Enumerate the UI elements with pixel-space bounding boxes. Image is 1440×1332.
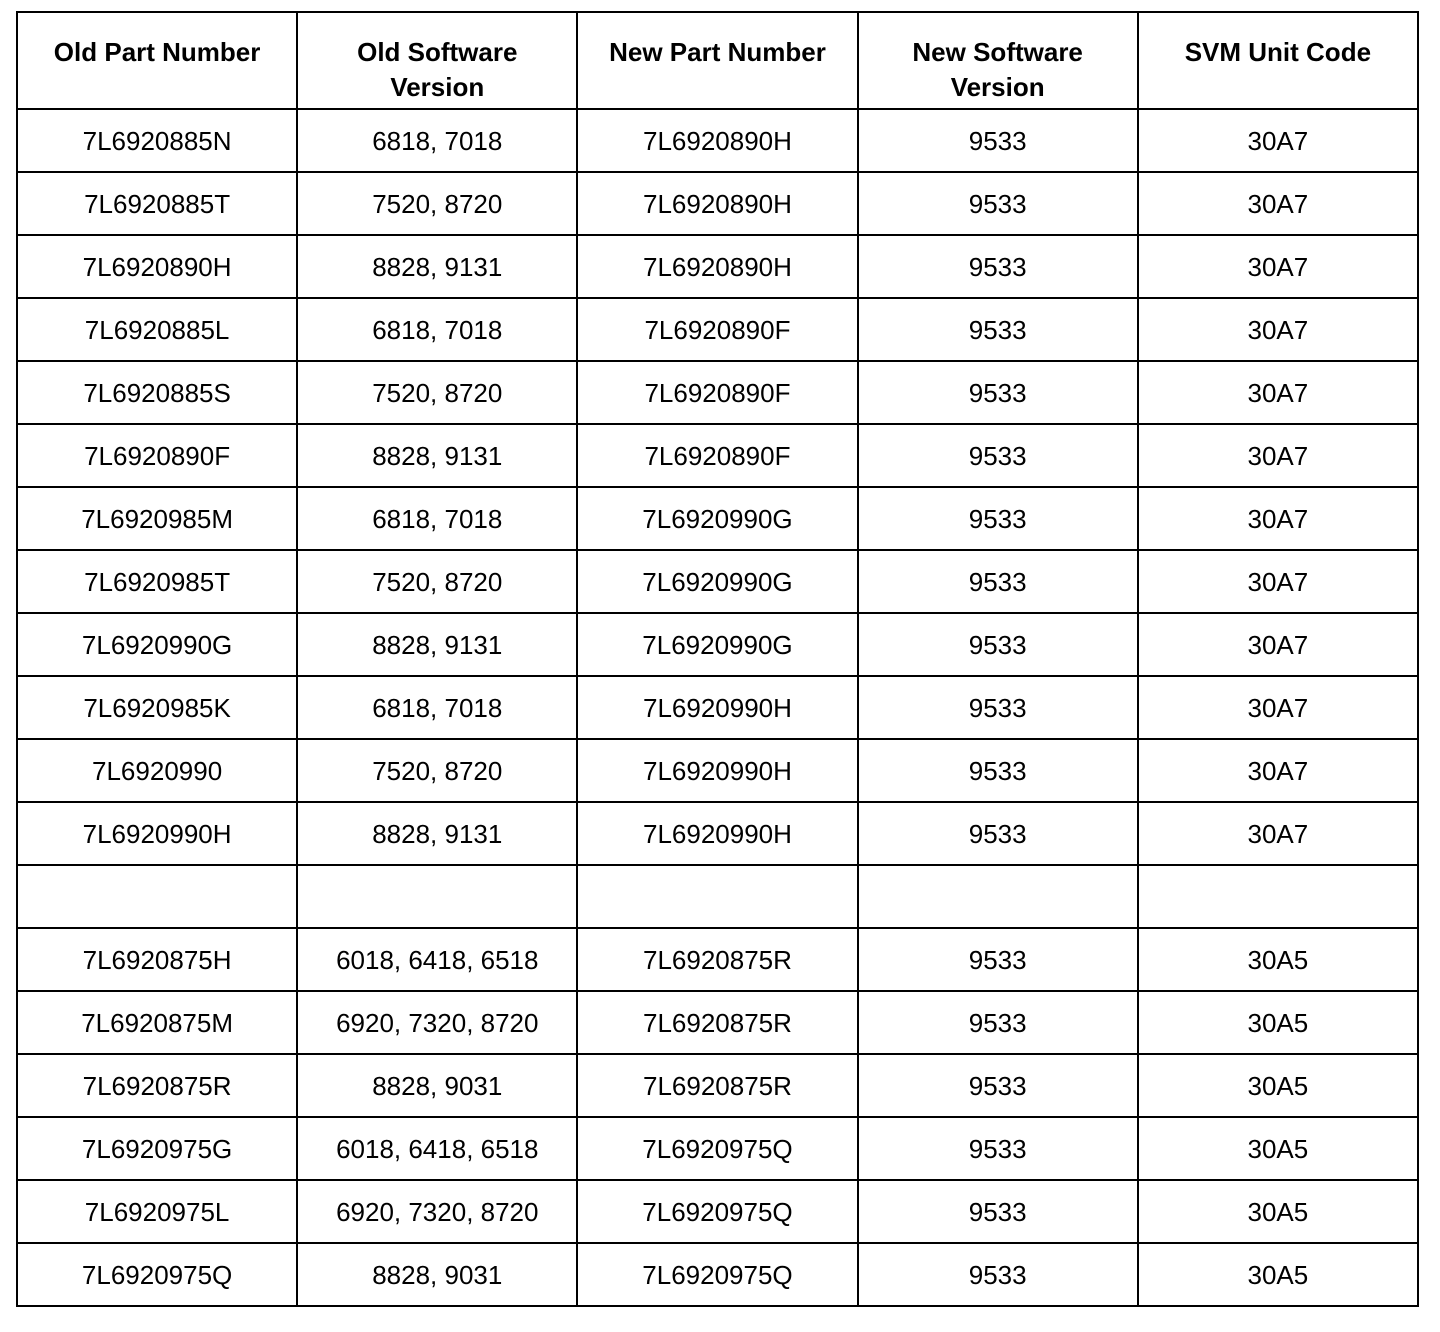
old-software-version-cell: 7520, 8720 (297, 361, 577, 424)
svm-unit-code-cell: 30A7 (1138, 424, 1418, 487)
table-row (17, 613, 1418, 676)
old-part-number-cell: 7L6920885S (17, 361, 297, 424)
old-software-version-cell: 8828, 9031 (297, 1243, 577, 1306)
new-software-version-cell: 9533 (858, 1117, 1138, 1180)
table-row (17, 1054, 1418, 1117)
old-software-version-cell: 6818, 7018 (297, 298, 577, 361)
new-software-version-cell: 9533 (858, 424, 1138, 487)
old-part-number-cell: 7L6920885T (17, 172, 297, 235)
table-row (17, 802, 1418, 865)
new-part-number-cell: 7L6920875R (577, 991, 857, 1054)
new-part-number-cell (577, 865, 857, 928)
new-software-version-cell: 9533 (858, 235, 1138, 298)
old-part-number-cell: 7L6920985M (17, 487, 297, 550)
new-software-version-cell: 9533 (858, 1054, 1138, 1117)
new-software-version-cell: 9533 (858, 928, 1138, 991)
new-software-version-cell (858, 865, 1138, 928)
new-part-number-cell: 7L6920890H (577, 109, 857, 172)
table-row (17, 109, 1418, 172)
svm-unit-code-cell: 30A5 (1138, 991, 1418, 1054)
svm-unit-code-cell: 30A5 (1138, 928, 1418, 991)
header-new-part-number: New Part Number (577, 12, 857, 109)
new-part-number-cell: 7L6920990H (577, 739, 857, 802)
old-part-number-cell: 7L6920890H (17, 235, 297, 298)
old-software-version-cell (297, 865, 577, 928)
old-part-number-cell: 7L6920975L (17, 1180, 297, 1243)
old-part-number-cell: 7L6920985K (17, 676, 297, 739)
new-part-number-cell: 7L6920890H (577, 235, 857, 298)
table-row (17, 928, 1418, 991)
header-row (17, 12, 1418, 109)
new-part-number-cell: 7L6920875R (577, 928, 857, 991)
table-row (17, 739, 1418, 802)
old-part-number-cell (17, 865, 297, 928)
new-software-version-cell: 9533 (858, 361, 1138, 424)
old-software-version-cell: 7520, 8720 (297, 739, 577, 802)
old-part-number-cell: 7L6920875H (17, 928, 297, 991)
table-row (17, 550, 1418, 613)
table-row (17, 298, 1418, 361)
svm-unit-code-cell: 30A7 (1138, 298, 1418, 361)
svm-unit-code-cell: 30A7 (1138, 109, 1418, 172)
new-part-number-cell: 7L6920990H (577, 802, 857, 865)
new-software-version-cell: 9533 (858, 109, 1138, 172)
new-software-version-cell: 9533 (858, 550, 1138, 613)
table-row-blank (17, 865, 1418, 928)
old-part-number-cell: 7L6920890F (17, 424, 297, 487)
svm-unit-code-cell: 30A7 (1138, 613, 1418, 676)
old-part-number-cell: 7L6920885N (17, 109, 297, 172)
old-part-number-cell: 7L6920985T (17, 550, 297, 613)
old-part-number-cell: 7L6920975Q (17, 1243, 297, 1306)
old-part-number-cell: 7L6920990 (17, 739, 297, 802)
svm-unit-code-cell: 30A7 (1138, 361, 1418, 424)
new-part-number-cell: 7L6920890F (577, 298, 857, 361)
svm-unit-code-cell: 30A5 (1138, 1054, 1418, 1117)
old-part-number-cell: 7L6920975G (17, 1117, 297, 1180)
old-software-version-cell: 7520, 8720 (297, 550, 577, 613)
new-part-number-cell: 7L6920975Q (577, 1117, 857, 1180)
old-software-version-cell: 8828, 9131 (297, 802, 577, 865)
new-software-version-cell: 9533 (858, 1243, 1138, 1306)
old-software-version-cell: 8828, 9031 (297, 1054, 577, 1117)
new-part-number-cell: 7L6920975Q (577, 1180, 857, 1243)
new-software-version-cell: 9533 (858, 298, 1138, 361)
table-row (17, 361, 1418, 424)
table-row (17, 424, 1418, 487)
svm-unit-code-cell: 30A7 (1138, 802, 1418, 865)
svm-unit-code-cell: 30A7 (1138, 235, 1418, 298)
old-software-version-cell: 6818, 7018 (297, 109, 577, 172)
old-software-version-cell: 8828, 9131 (297, 235, 577, 298)
new-part-number-cell: 7L6920890F (577, 424, 857, 487)
old-software-version-cell: 7520, 8720 (297, 172, 577, 235)
old-software-version-cell: 6920, 7320, 8720 (297, 1180, 577, 1243)
parts-table (16, 11, 1419, 1307)
old-software-version-cell: 6018, 6418, 6518 (297, 928, 577, 991)
table-row (17, 1180, 1418, 1243)
svm-unit-code-cell: 30A5 (1138, 1243, 1418, 1306)
svm-unit-code-cell: 30A7 (1138, 676, 1418, 739)
new-part-number-cell: 7L6920975Q (577, 1243, 857, 1306)
new-software-version-cell: 9533 (858, 802, 1138, 865)
svm-unit-code-cell: 30A7 (1138, 487, 1418, 550)
old-software-version-cell: 8828, 9131 (297, 424, 577, 487)
table-row (17, 172, 1418, 235)
header-old-software-version: Old Software Version (297, 12, 577, 109)
new-software-version-cell: 9533 (858, 991, 1138, 1054)
new-software-version-cell: 9533 (858, 172, 1138, 235)
new-part-number-cell: 7L6920875R (577, 1054, 857, 1117)
old-part-number-cell: 7L6920990H (17, 802, 297, 865)
new-software-version-cell: 9533 (858, 676, 1138, 739)
header-new-software-version: New Software Version (858, 12, 1138, 109)
svm-unit-code-cell (1138, 865, 1418, 928)
new-software-version-cell: 9533 (858, 613, 1138, 676)
new-part-number-cell: 7L6920990G (577, 550, 857, 613)
old-software-version-cell: 6818, 7018 (297, 487, 577, 550)
svm-unit-code-cell: 30A5 (1138, 1117, 1418, 1180)
table-row (17, 676, 1418, 739)
old-software-version-cell: 6018, 6418, 6518 (297, 1117, 577, 1180)
old-software-version-cell: 8828, 9131 (297, 613, 577, 676)
table-row (17, 1243, 1418, 1306)
table-row (17, 1117, 1418, 1180)
new-part-number-cell: 7L6920890F (577, 361, 857, 424)
old-part-number-cell: 7L6920990G (17, 613, 297, 676)
header-old-part-number: Old Part Number (17, 12, 297, 109)
new-software-version-cell: 9533 (858, 739, 1138, 802)
old-part-number-cell: 7L6920885L (17, 298, 297, 361)
table-row (17, 487, 1418, 550)
header-svm-unit-code: SVM Unit Code (1138, 12, 1418, 109)
old-part-number-cell: 7L6920875M (17, 991, 297, 1054)
table-row (17, 991, 1418, 1054)
new-part-number-cell: 7L6920990G (577, 613, 857, 676)
old-part-number-cell: 7L6920875R (17, 1054, 297, 1117)
new-part-number-cell: 7L6920890H (577, 172, 857, 235)
new-software-version-cell: 9533 (858, 487, 1138, 550)
svm-unit-code-cell: 30A7 (1138, 172, 1418, 235)
svm-unit-code-cell: 30A7 (1138, 739, 1418, 802)
table-row (17, 235, 1418, 298)
new-part-number-cell: 7L6920990G (577, 487, 857, 550)
old-software-version-cell: 6920, 7320, 8720 (297, 991, 577, 1054)
new-part-number-cell: 7L6920990H (577, 676, 857, 739)
svm-unit-code-cell: 30A5 (1138, 1180, 1418, 1243)
svm-unit-code-cell: 30A7 (1138, 550, 1418, 613)
old-software-version-cell: 6818, 7018 (297, 676, 577, 739)
table-body (17, 109, 1418, 1306)
new-software-version-cell: 9533 (858, 1180, 1138, 1243)
table-header (17, 12, 1418, 109)
